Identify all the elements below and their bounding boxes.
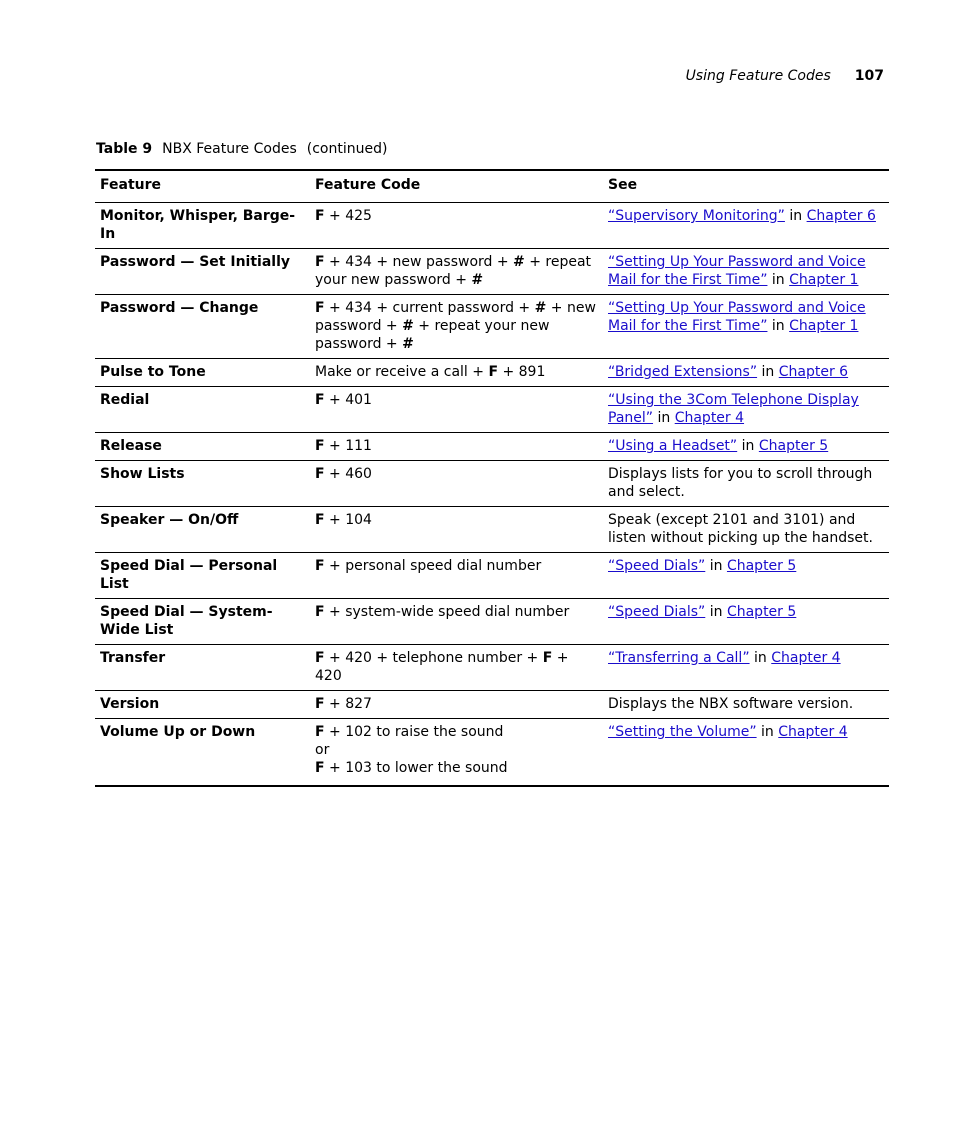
table-caption-continued: (continued)	[306, 141, 388, 157]
table-row	[95, 599, 889, 645]
see-text: in	[767, 272, 790, 288]
column-header-see: See	[603, 170, 889, 203]
feature-code	[310, 295, 603, 359]
feature-code	[310, 719, 603, 787]
chapter-link[interactable]: Chapter 5	[726, 604, 797, 620]
see-reference	[603, 249, 889, 295]
code-key: F	[315, 392, 325, 408]
code-text: + 420 + telephone number +	[324, 650, 543, 666]
see-reference	[603, 507, 889, 553]
section-link[interactable]: “Bridged Extensions”	[608, 364, 758, 380]
table-header-row	[95, 170, 889, 203]
code-text: + 891	[498, 364, 546, 380]
table-caption-label: Table 9	[96, 141, 153, 157]
code-key: #	[513, 254, 525, 270]
see-text: in	[784, 208, 807, 224]
table-row	[95, 295, 889, 359]
feature-code	[310, 507, 603, 553]
feature-code	[310, 599, 603, 645]
feature-name: Redial	[95, 387, 310, 433]
code-key: F	[315, 300, 325, 316]
chapter-link[interactable]: Chapter 1	[789, 318, 859, 334]
section-link[interactable]: “Using the 3Com Telephone Display Panel”	[608, 392, 859, 426]
table-body	[95, 203, 889, 787]
see-text: in	[705, 604, 727, 620]
see-reference	[603, 645, 889, 691]
chapter-link[interactable]: Chapter 5	[758, 438, 829, 454]
feature-code	[310, 461, 603, 507]
section-link[interactable]: “Using a Headset”	[608, 438, 738, 454]
feature-name: Show Lists	[95, 461, 310, 507]
table-row	[95, 645, 889, 691]
code-text: + 460	[324, 466, 372, 482]
section-link[interactable]: “Speed Dials”	[608, 558, 706, 574]
table-row	[95, 553, 889, 599]
see-text: in	[756, 724, 779, 740]
see-reference	[603, 295, 889, 359]
code-text: + repeat your new password +	[315, 254, 592, 288]
code-key: F	[488, 364, 499, 380]
feature-name: Volume Up or Down	[100, 724, 256, 740]
code-key: #	[402, 318, 414, 334]
see-text: Speak (except 2101 and 3101) and listen without picking up the handset.	[608, 512, 873, 546]
section-link[interactable]: “Transferring a Call”	[608, 650, 750, 666]
code-text: + new password +	[315, 300, 596, 334]
see-reference	[603, 719, 889, 787]
feature-name: Monitor, Whisper, Barge-In	[95, 203, 310, 249]
code-text: or	[315, 742, 330, 758]
table-caption-title: NBX Feature Codes	[162, 141, 297, 157]
table-row	[95, 507, 889, 553]
see-reference	[603, 203, 889, 249]
code-text: + 434 + new password +	[324, 254, 514, 270]
see-text: in	[757, 364, 779, 380]
table-row	[95, 203, 889, 249]
code-key: F	[315, 604, 325, 620]
chapter-link[interactable]: Chapter 6	[778, 364, 849, 380]
code-key: F	[542, 650, 553, 666]
code-key: F	[315, 724, 325, 740]
see-text: in	[737, 438, 759, 454]
code-text: + 102 to raise the sound	[324, 724, 504, 740]
table-row	[95, 691, 889, 719]
code-text: + 425	[324, 208, 372, 224]
code-key: F	[315, 512, 325, 528]
feature-name: Speed Dial — System-Wide List	[95, 599, 310, 645]
section-link[interactable]: “Setting Up Your Password and Voice Mail for the First Time”	[608, 254, 866, 288]
code-text: + 827	[324, 696, 372, 712]
feature-name: Version	[95, 691, 310, 719]
see-reference	[603, 359, 889, 387]
code-text: + 104	[324, 512, 372, 528]
see-reference	[603, 433, 889, 461]
code-key: F	[315, 254, 325, 270]
feature-code	[310, 433, 603, 461]
chapter-link[interactable]: Chapter 1	[789, 272, 859, 288]
see-reference	[603, 691, 889, 719]
see-text: in	[767, 318, 790, 334]
see-text: Displays the NBX software version.	[608, 696, 854, 712]
section-link[interactable]: “Speed Dials”	[608, 604, 706, 620]
table-row	[95, 461, 889, 507]
column-header-feature-code: Feature Code	[310, 170, 603, 203]
feature-code	[310, 203, 603, 249]
code-text: + system-wide speed dial number	[324, 604, 570, 620]
code-key: #	[402, 336, 414, 352]
section-link[interactable]: “Setting the Volume”	[608, 724, 757, 740]
section-link[interactable]: “Supervisory Monitoring”	[608, 208, 785, 224]
running-header	[686, 66, 884, 86]
table-caption	[96, 139, 387, 159]
code-key: F	[315, 760, 325, 776]
feature-codes-table	[95, 169, 889, 787]
running-header-section: Using Feature Codes	[685, 68, 831, 84]
chapter-link[interactable]: Chapter 4	[674, 410, 745, 426]
code-text: + 420	[315, 650, 569, 684]
feature-name: Transfer	[95, 645, 310, 691]
see-reference	[603, 387, 889, 433]
code-text: + personal speed dial number	[324, 558, 542, 574]
see-reference	[603, 599, 889, 645]
feature-name: Pulse to Tone	[95, 359, 310, 387]
see-text: in	[749, 650, 772, 666]
feature-code	[310, 691, 603, 719]
code-key: #	[534, 300, 547, 316]
column-header-feature: Feature	[95, 170, 310, 203]
feature-code	[310, 553, 603, 599]
code-key: F	[315, 438, 325, 454]
code-key: F	[315, 558, 325, 574]
table-row	[95, 387, 889, 433]
page-number: 107	[854, 68, 884, 84]
chapter-link[interactable]: Chapter 4	[771, 650, 841, 666]
feature-name: Password — Set Initially	[95, 249, 310, 295]
code-text: + 103 to lower the sound	[324, 760, 508, 776]
feature-code	[310, 249, 603, 295]
see-text: Displays lists for you to scroll through and select.	[608, 466, 873, 500]
see-reference	[603, 461, 889, 507]
chapter-link[interactable]: Chapter 6	[806, 208, 876, 224]
table-row	[95, 433, 889, 461]
see-reference	[603, 553, 889, 599]
table-row	[95, 359, 889, 387]
chapter-link[interactable]: Chapter 5	[726, 558, 797, 574]
code-text: + 434 + current password +	[324, 300, 535, 316]
code-text: + repeat your new password +	[315, 318, 550, 352]
chapter-link[interactable]: Chapter 4	[778, 724, 848, 740]
table-row	[95, 249, 889, 295]
code-key: F	[315, 208, 325, 224]
feature-code	[310, 359, 603, 387]
table-row	[95, 719, 889, 787]
see-text: in	[705, 558, 727, 574]
code-key: F	[315, 650, 325, 666]
feature-name: Speaker — On/Off	[95, 507, 310, 553]
feature-code	[310, 387, 603, 433]
code-text: + 401	[324, 392, 372, 408]
feature-name: Password — Change	[95, 295, 310, 359]
feature-name: Release	[95, 433, 310, 461]
code-text: Make or receive a call +	[315, 364, 489, 380]
code-text: + 111	[324, 438, 372, 454]
section-link[interactable]: “Setting Up Your Password and Voice Mail for the First Time”	[608, 300, 866, 334]
see-text: in	[653, 410, 675, 426]
code-key: F	[315, 466, 325, 482]
code-key: F	[315, 696, 325, 712]
feature-code	[310, 645, 603, 691]
code-key: #	[471, 272, 484, 288]
feature-name: Speed Dial — Personal List	[95, 553, 310, 599]
